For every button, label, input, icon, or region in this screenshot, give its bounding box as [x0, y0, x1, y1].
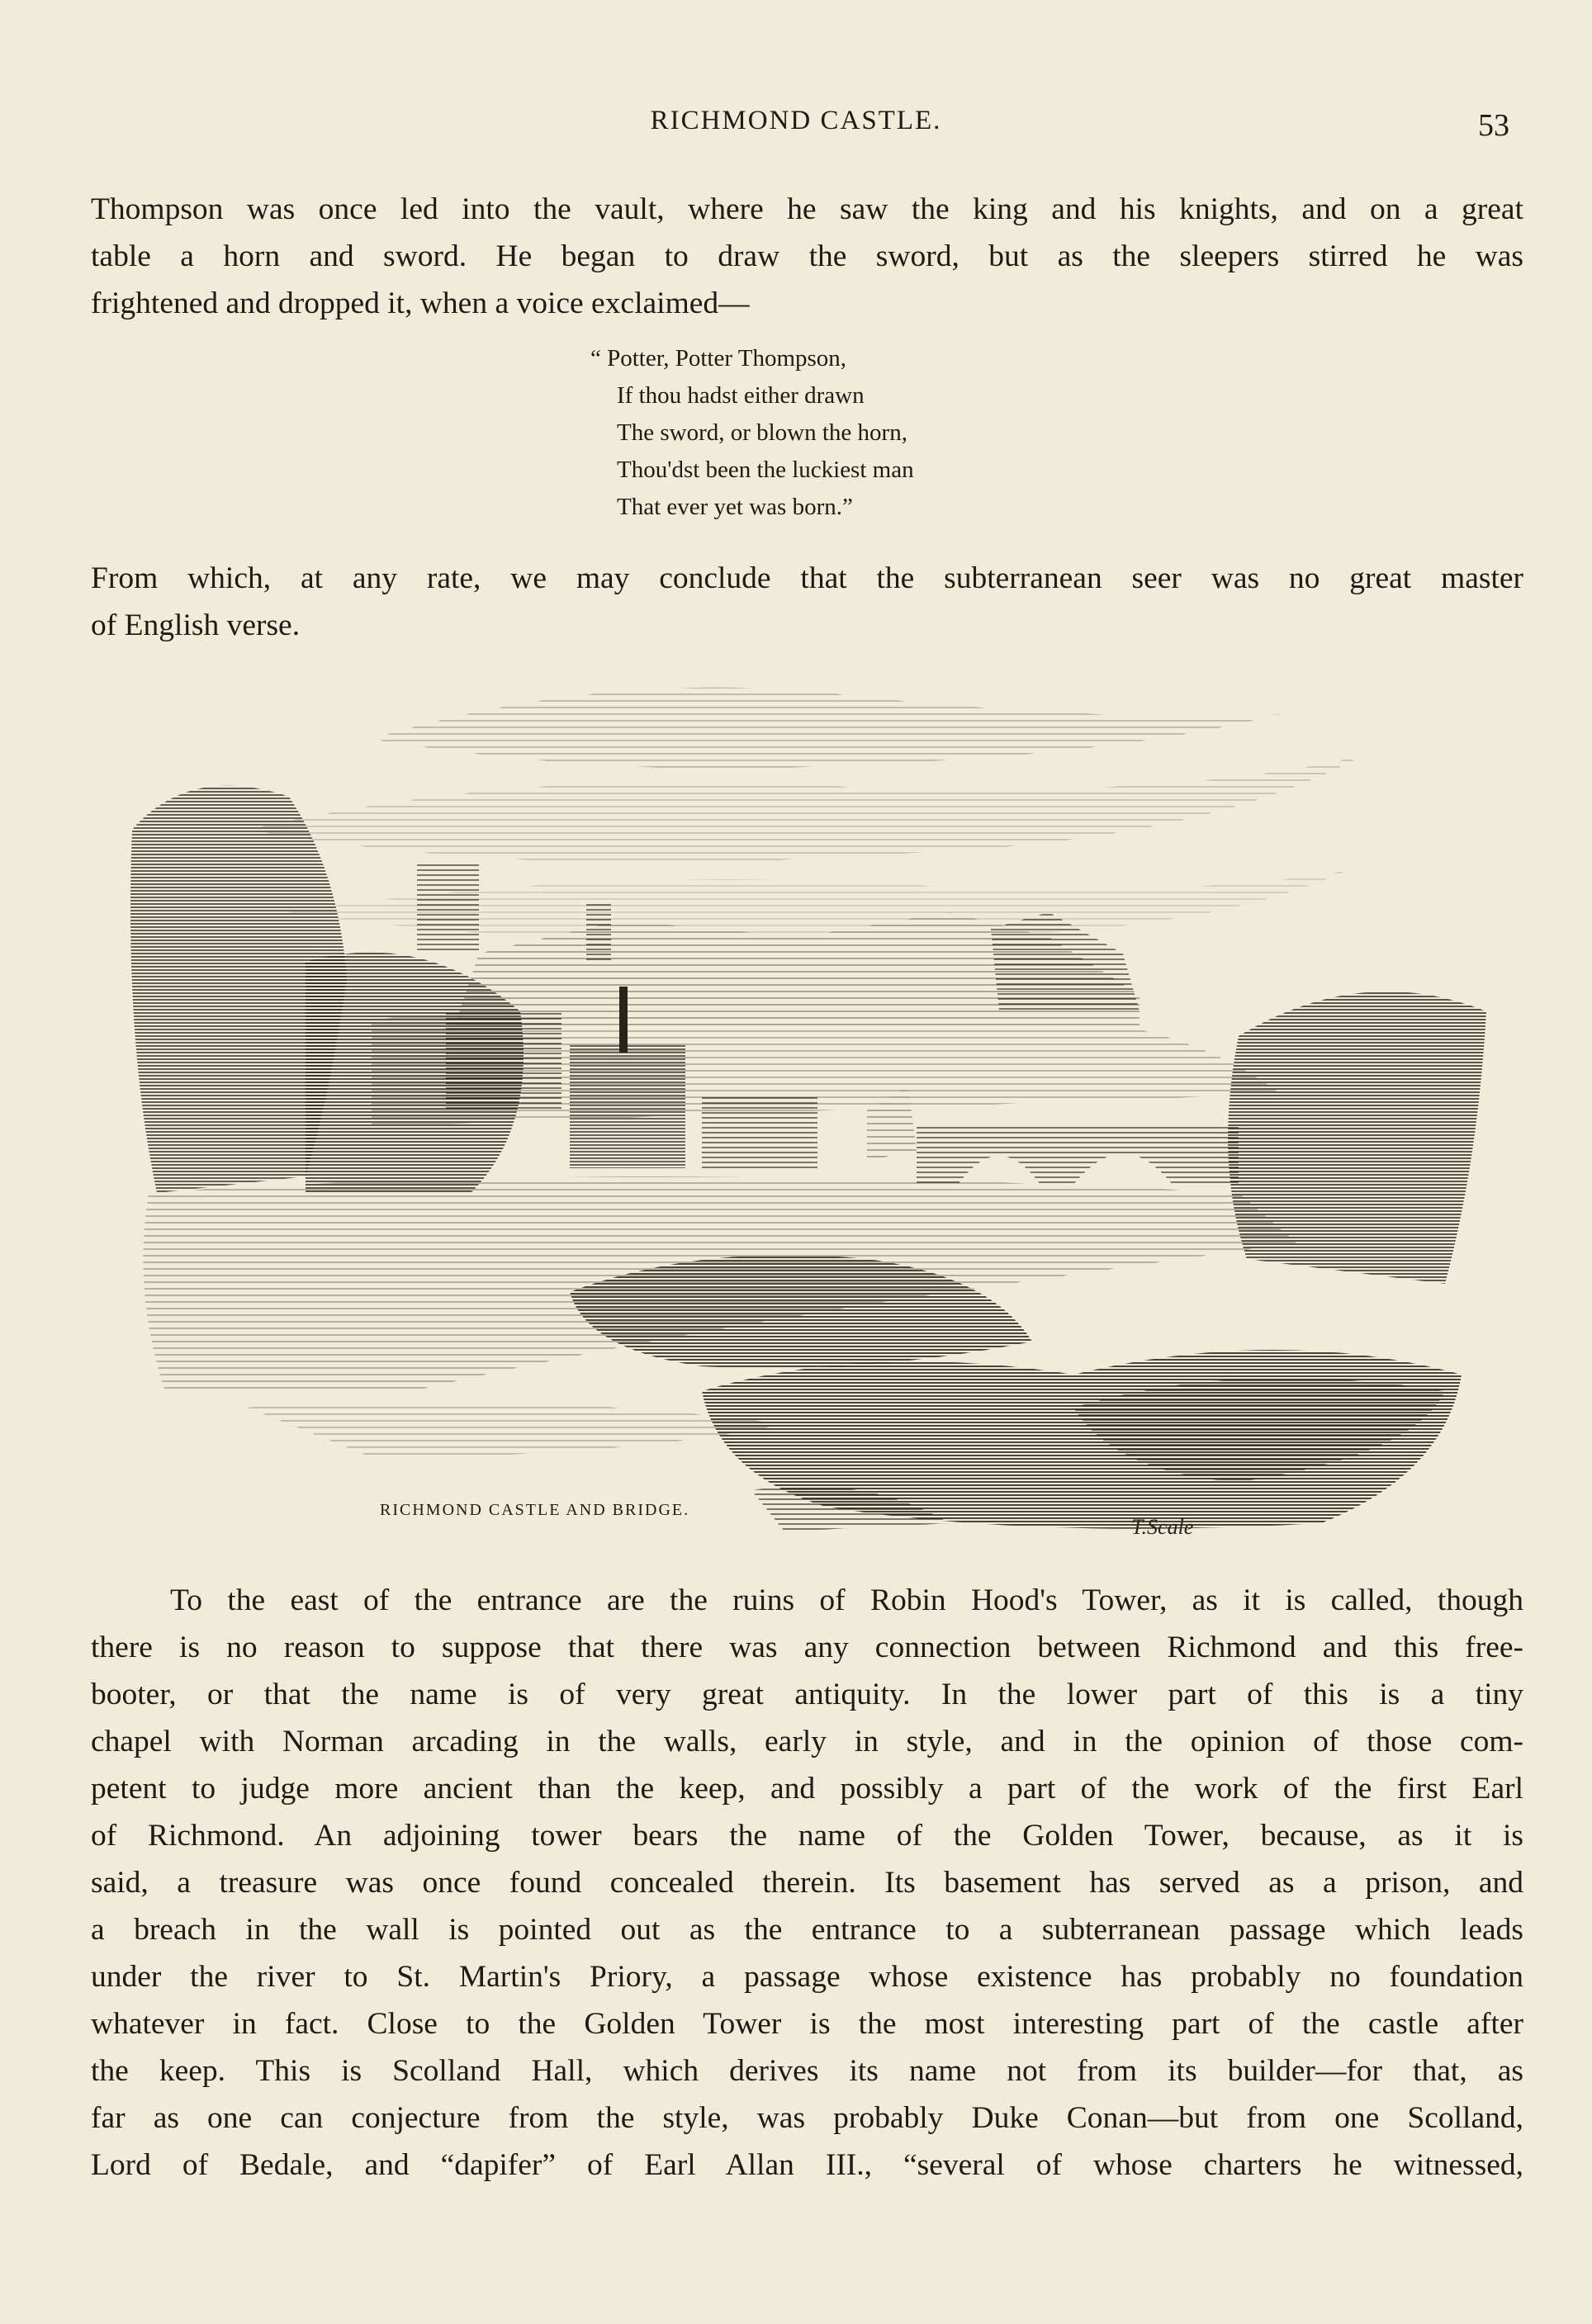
- paragraph-line: chapel with Norman arcading in the walls, early in style, and in the opinion of those com-: [91, 1725, 1523, 1758]
- paragraph-line: under the river to St. Martin's Priory, a passage whose existence has probably no foundation: [91, 1960, 1523, 1994]
- paragraph-line: there is no reason to suppose that there was any connection between Richmond and this free-: [91, 1631, 1523, 1664]
- paragraph-line: a breach in the wall is pointed out as the entrance to a subterranean passage which leads: [91, 1913, 1523, 1947]
- paragraph-line: of Richmond. An adjoining tower bears the name of the Golden Tower, because, as it is: [91, 1819, 1523, 1853]
- paragraph-line: booter, or that the name is of very great antiquity. In the lower part of this is a tiny: [91, 1678, 1523, 1711]
- page-number: 53: [1478, 108, 1509, 143]
- verse-quotation: [590, 340, 914, 526]
- paragraph-line: Thompson was once led into the vault, where he saw the king and his knights, and on a great: [91, 192, 1523, 226]
- paragraph-line: of English verse.: [91, 608, 301, 642]
- paragraph-line: far as one can conjecture from the style, was probably Duke Conan—but from one Scolland,: [91, 2101, 1523, 2135]
- sky: [248, 688, 1362, 942]
- paragraph-line: petent to judge more ancient than the keep, and possibly a part of the work of the first Earl: [91, 1772, 1523, 1806]
- verse-line: The sword, or blown the horn,: [617, 419, 907, 446]
- paragraph-line: table a horn and sword. He began to draw the sword, but as the sleepers stirred he was: [91, 239, 1523, 273]
- verse-line: Thou'dst been the luckiest man: [617, 457, 914, 483]
- paragraph-line: whatever in fact. Close to the Golden Tower is the most interesting part of the castle after: [91, 2007, 1523, 2041]
- paragraph-3: [91, 1577, 1523, 2189]
- rocks-foreground: [570, 1255, 1462, 1531]
- paragraph-line: To the east of the entrance are the ruins of Robin Hood's Tower, as it is called, though: [170, 1583, 1523, 1617]
- paragraph-1: [91, 186, 1523, 327]
- paragraph-line: said, a treasure was once found concealed therein. Its basement has served as a prison, and: [91, 1866, 1523, 1900]
- running-head: RICHMOND CASTLE.: [650, 106, 942, 135]
- verse-line: That ever yet was born.”: [617, 494, 853, 520]
- paragraph-line: From which, at any rate, we may conclude that the subterranean seer was no great master: [91, 561, 1523, 595]
- verse-line: If thou hadst either drawn: [617, 382, 865, 409]
- paragraph-line: frightened and dropped it, when a voice exclaimed—: [91, 286, 750, 320]
- paragraph-line: Lord of Bedale, and “dapifer” of Earl Allan III., “several of whose charters he witnessed,: [91, 2148, 1523, 2182]
- verse-line: “ Potter, Potter Thompson,: [590, 345, 847, 372]
- paragraph-line: the keep. This is Scolland Hall, which derives its name not from its builder—for that, as: [91, 2054, 1523, 2088]
- richmond-castle-engraving: [124, 665, 1503, 1556]
- illustration-caption: RICHMOND CASTLE AND BRIDGE.: [380, 1501, 690, 1519]
- stone-bridge: [917, 1127, 1239, 1185]
- engraver-signature: T.Scale: [1131, 1515, 1194, 1539]
- paragraph-2: [91, 555, 1523, 649]
